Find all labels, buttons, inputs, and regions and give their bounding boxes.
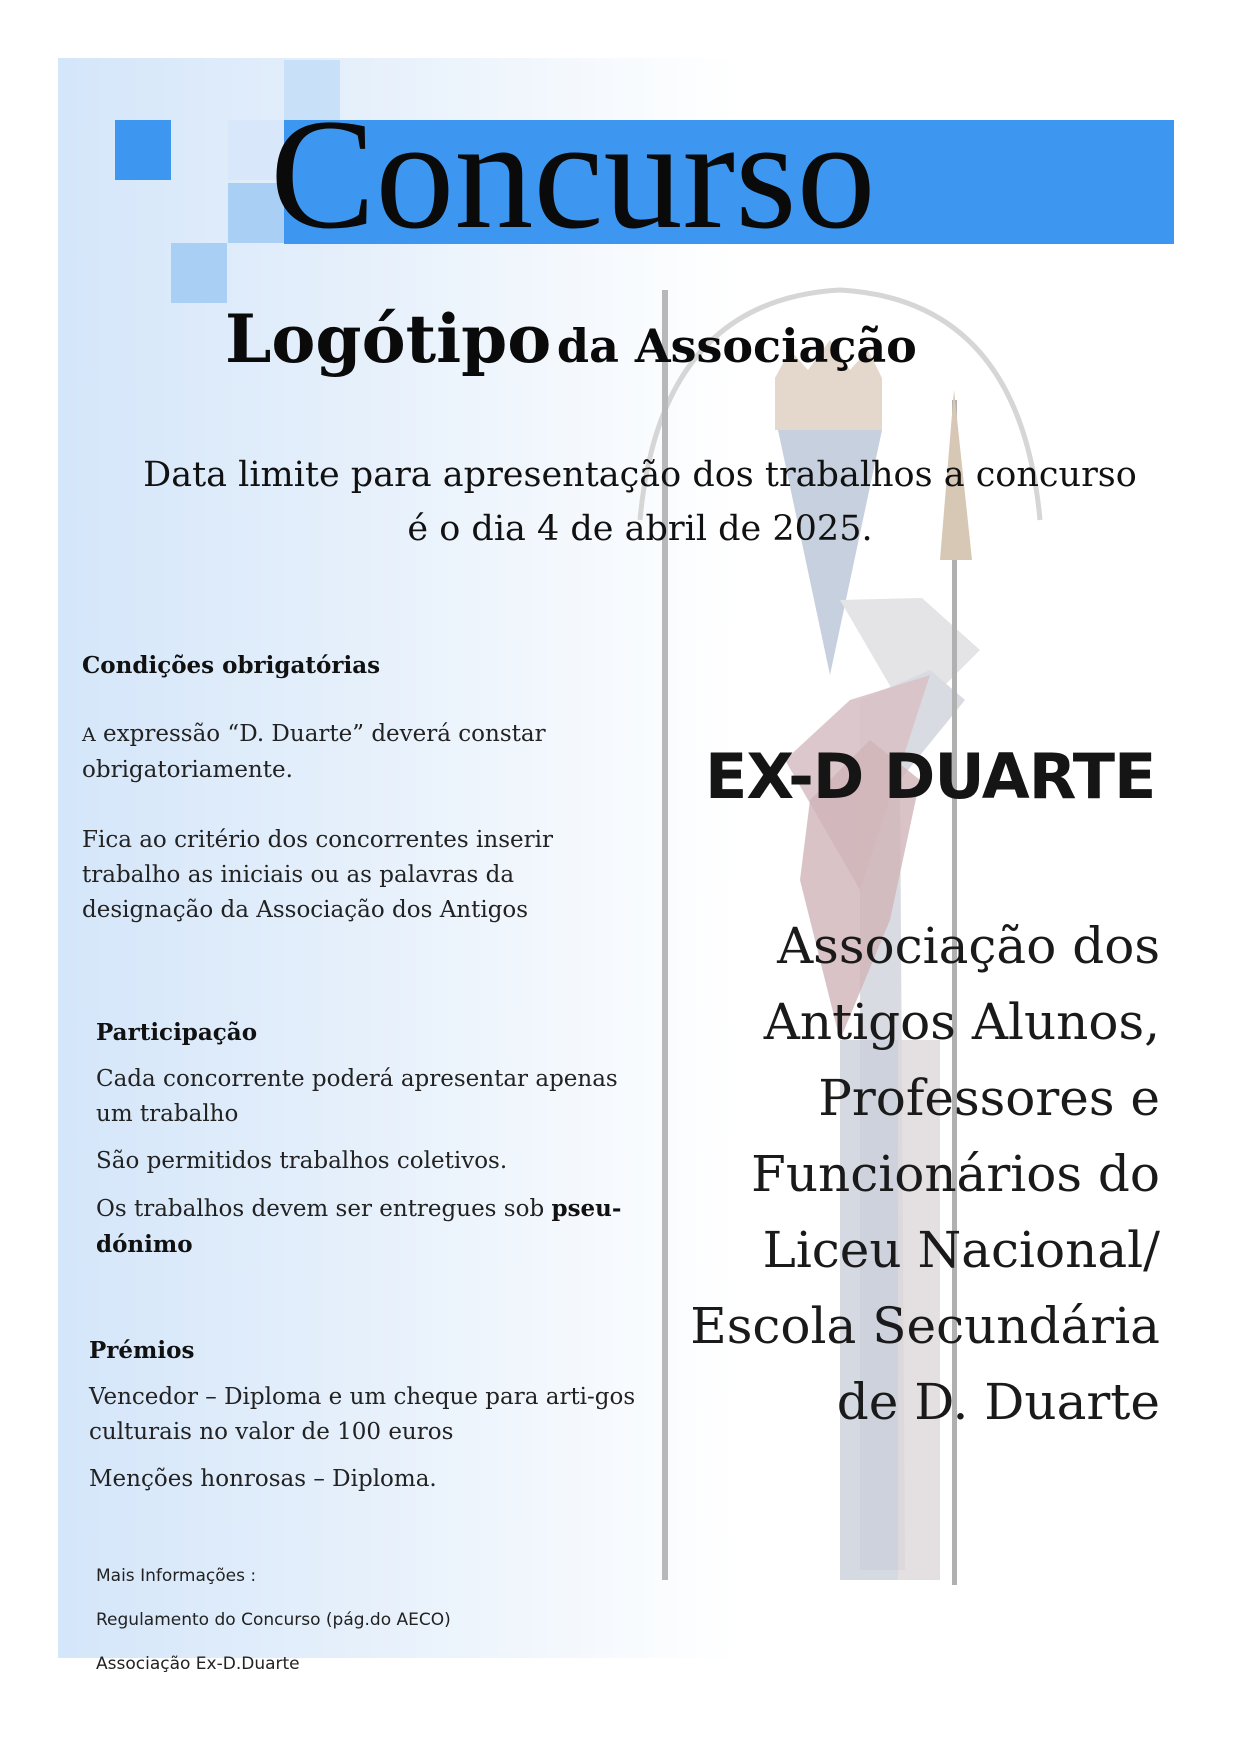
conditions-paragraph-1 xyxy=(82,717,602,788)
organization-line-1: Associação dos xyxy=(777,917,1160,975)
participation-item-3-text: Os trabalhos devem ser entregues sob xyxy=(96,1196,552,1222)
prizes-heading: Prémios xyxy=(89,1337,195,1364)
conditions-heading: Condições obrigatórias xyxy=(82,652,381,679)
organization-abbreviation: EX-D DUARTE xyxy=(705,740,1156,813)
organization-line-3: Professores e xyxy=(818,1069,1160,1127)
participation-heading: Participação xyxy=(96,1019,258,1046)
prizes-item-1: Vencedor – Diploma e um cheque para arti-gos culturais no valor de 100 euros xyxy=(89,1384,636,1445)
deadline-line-1: Data limite para apresentação dos trabalhos a concurso xyxy=(143,455,1137,495)
organization-line-7: de D. Duarte xyxy=(836,1373,1160,1431)
conditions-p1-prefix: A xyxy=(82,724,96,746)
participation-item-3-bold: pseu-dónimo xyxy=(96,1195,622,1258)
prizes-section xyxy=(89,1333,649,1497)
conditions-section xyxy=(82,648,602,928)
subtitle-rest: da Associação xyxy=(556,319,917,373)
more-info-link-regulation[interactable]: Regulamento do Concurso (pág.do AECO) xyxy=(96,1610,451,1630)
participation-item-2: São permitidos trabalhos coletivos. xyxy=(96,1148,508,1174)
participation-section xyxy=(96,1015,656,1263)
organization-line-6: Escola Secundária xyxy=(690,1297,1160,1355)
more-info-label: Mais Informações : xyxy=(96,1566,257,1586)
participation-item-3 xyxy=(96,1191,656,1263)
more-info-section xyxy=(96,1554,451,1686)
subtitle-main: Logótipo xyxy=(225,300,552,378)
organization-full-name xyxy=(600,908,1160,1440)
prizes-item-2: Menções honrosas – Diploma. xyxy=(89,1466,437,1492)
organization-line-2: Antigos Alunos, xyxy=(763,993,1160,1051)
poster-subtitle xyxy=(225,300,917,378)
organization-line-5: Liceu Nacional/ xyxy=(762,1221,1160,1279)
more-info-link-association[interactable]: Associação Ex-D.Duarte xyxy=(96,1654,300,1674)
organization-line-4: Funcionários do xyxy=(751,1145,1160,1203)
decor-square xyxy=(171,243,227,303)
deadline-line-2: é o dia 4 de abril de 2025. xyxy=(407,509,873,549)
participation-item-1: Cada concorrente poderá apresentar apenas um trabalho xyxy=(96,1066,618,1127)
conditions-paragraph-2: Fica ao critério dos concorrentes inserir trabalho as iniciais ou as palavras da designação da Associação dos Antigos xyxy=(82,827,553,923)
poster-title: Concurso xyxy=(270,87,876,262)
conditions-p1-text: expressão “D. Duarte” deverá constar obrigatoriamente. xyxy=(82,721,546,783)
decor-square xyxy=(115,120,171,180)
deadline-text xyxy=(110,448,1170,556)
